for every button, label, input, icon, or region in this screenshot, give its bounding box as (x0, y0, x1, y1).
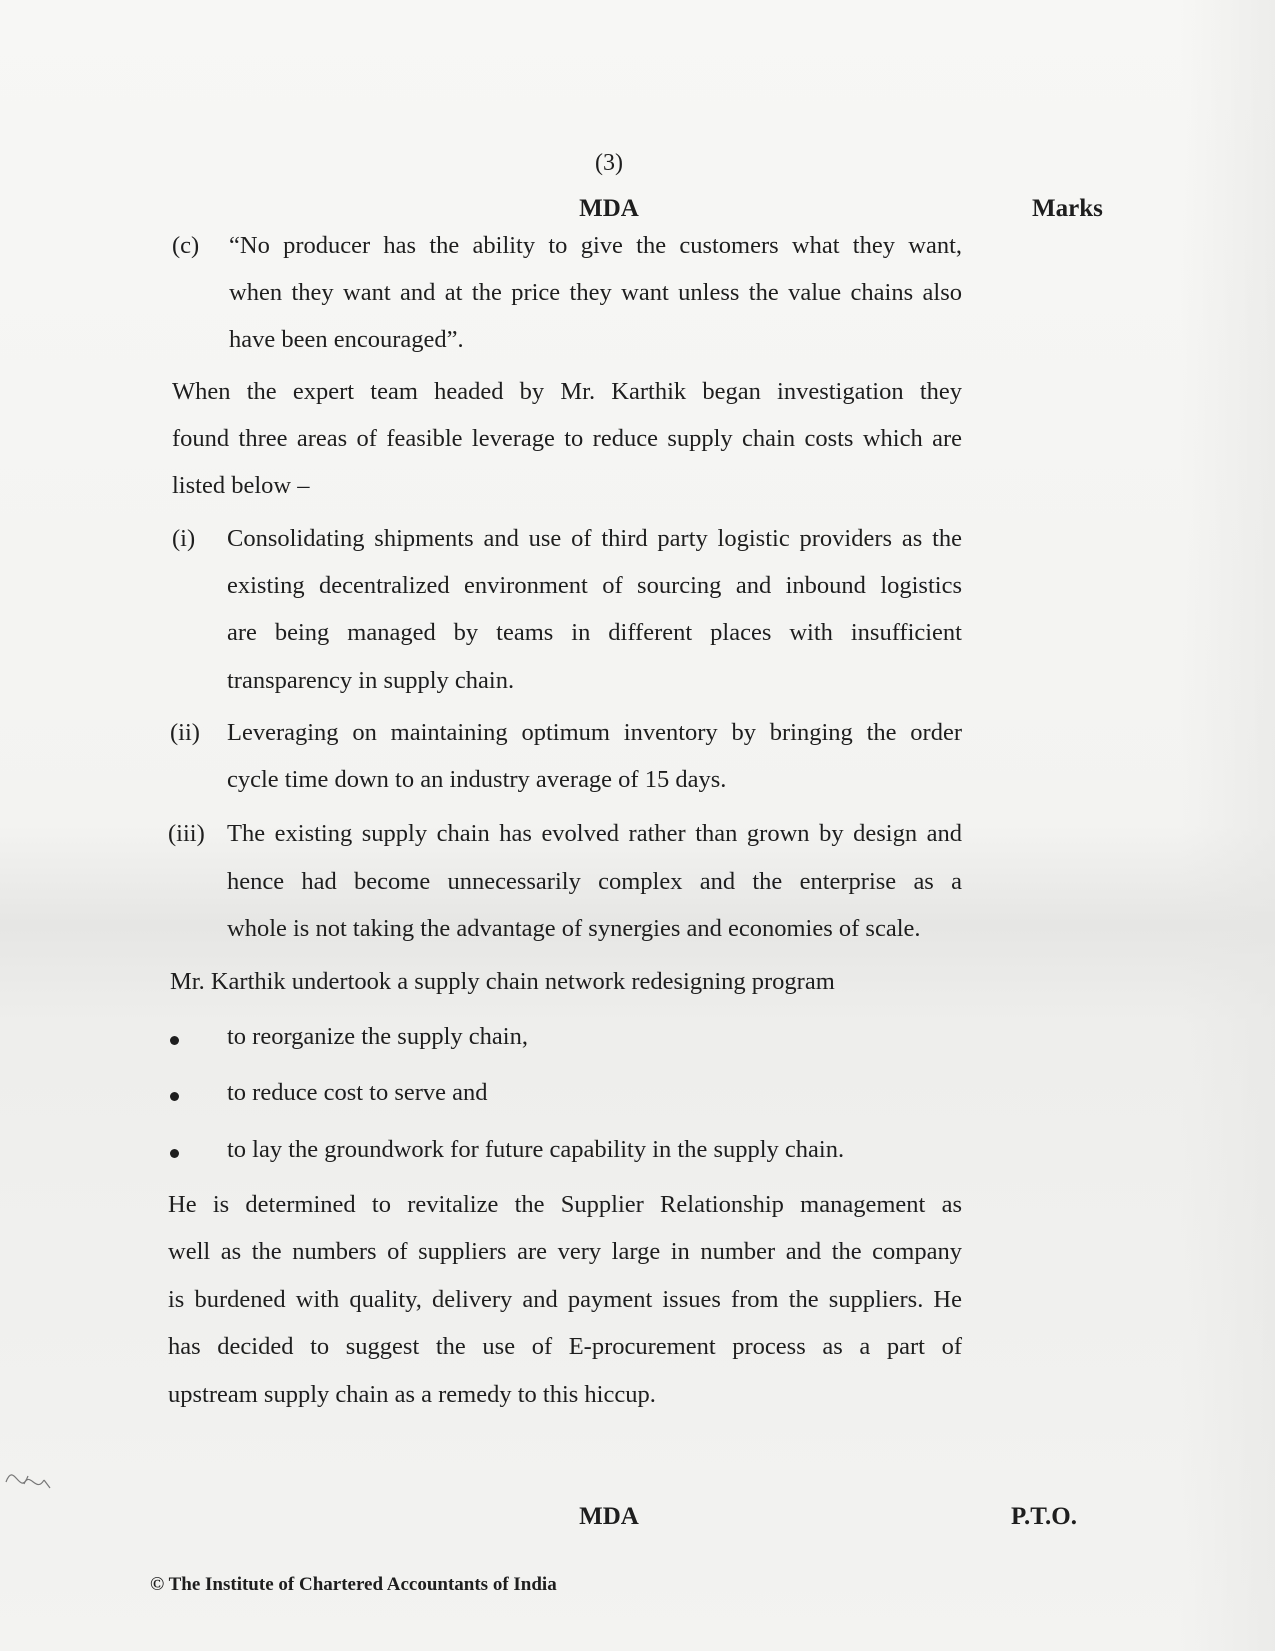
paragraph-line: well as the numbers of suppliers are very large in number and the company (168, 1238, 962, 1265)
paragraph-line: upstream supply chain as a remedy to this hiccup. (168, 1381, 656, 1408)
scan-mark-icon (0, 1420, 60, 1510)
paragraph-line: listed below – (172, 472, 310, 499)
list-item-line: existing decentralized environment of sourcing and inbound logistics (227, 572, 962, 599)
marks-column-heading: Marks (1032, 195, 1103, 222)
item-c-line: when they want and at the price they want unless the value chains also (229, 279, 962, 306)
bullet-item: to reorganize the supply chain, (227, 1023, 528, 1050)
item-c-line: “No producer has the ability to give the customers what they want, (229, 232, 962, 259)
paragraph-line: When the expert team headed by Mr. Karthik began investigation they (172, 378, 962, 405)
paragraph-line: found three areas of feasible leverage to reduce supply chain costs which are (172, 425, 962, 452)
list-item-line: whole is not taking the advantage of synergies and economies of scale. (227, 915, 921, 942)
list-item-line: are being managed by teams in different places with insufficient (227, 619, 962, 646)
paragraph-line: is burdened with quality, delivery and payment issues from the suppliers. He (168, 1286, 962, 1313)
bullet-dot-icon (170, 1149, 179, 1158)
list-item-label: (iii) (168, 820, 205, 847)
page-number: (3) (595, 150, 623, 176)
list-item-line: cycle time down to an industry average of 15 days. (227, 766, 727, 793)
item-c-line: have been encouraged”. (229, 326, 464, 353)
bullet-item: to lay the groundwork for future capability in the supply chain. (227, 1136, 845, 1163)
paragraph-line: Mr. Karthik undertook a supply chain network redesigning program (170, 968, 835, 995)
list-item-line: hence had become unnecessarily complex and the enterprise as a (227, 868, 962, 895)
bullet-dot-icon (170, 1036, 179, 1045)
footer-paper-code: MDA (579, 1503, 639, 1530)
bullet-item: to reduce cost to serve and (227, 1079, 488, 1106)
please-turn-over: P.T.O. (1011, 1503, 1077, 1530)
bullet-dot-icon (170, 1092, 179, 1101)
list-item-label: (ii) (170, 719, 200, 746)
header-paper-code: MDA (579, 195, 639, 222)
scan-edge-shadow (1180, 0, 1275, 1651)
list-item-line: Leveraging on maintaining optimum inventory by bringing the order (227, 719, 962, 746)
list-item-line: transparency in supply chain. (227, 667, 515, 694)
item-c-label: (c) (172, 232, 200, 259)
paragraph-line: He is determined to revitalize the Supplier Relationship management as (168, 1191, 962, 1218)
copyright-notice: © The Institute of Chartered Accountants of India (150, 1574, 557, 1595)
paragraph-line: has decided to suggest the use of E-procurement process as a part of (168, 1333, 962, 1360)
list-item-label: (i) (172, 525, 196, 552)
list-item-line: Consolidating shipments and use of third party logistic providers as the (227, 525, 962, 552)
list-item-line: The existing supply chain has evolved rather than grown by design and (227, 820, 962, 847)
